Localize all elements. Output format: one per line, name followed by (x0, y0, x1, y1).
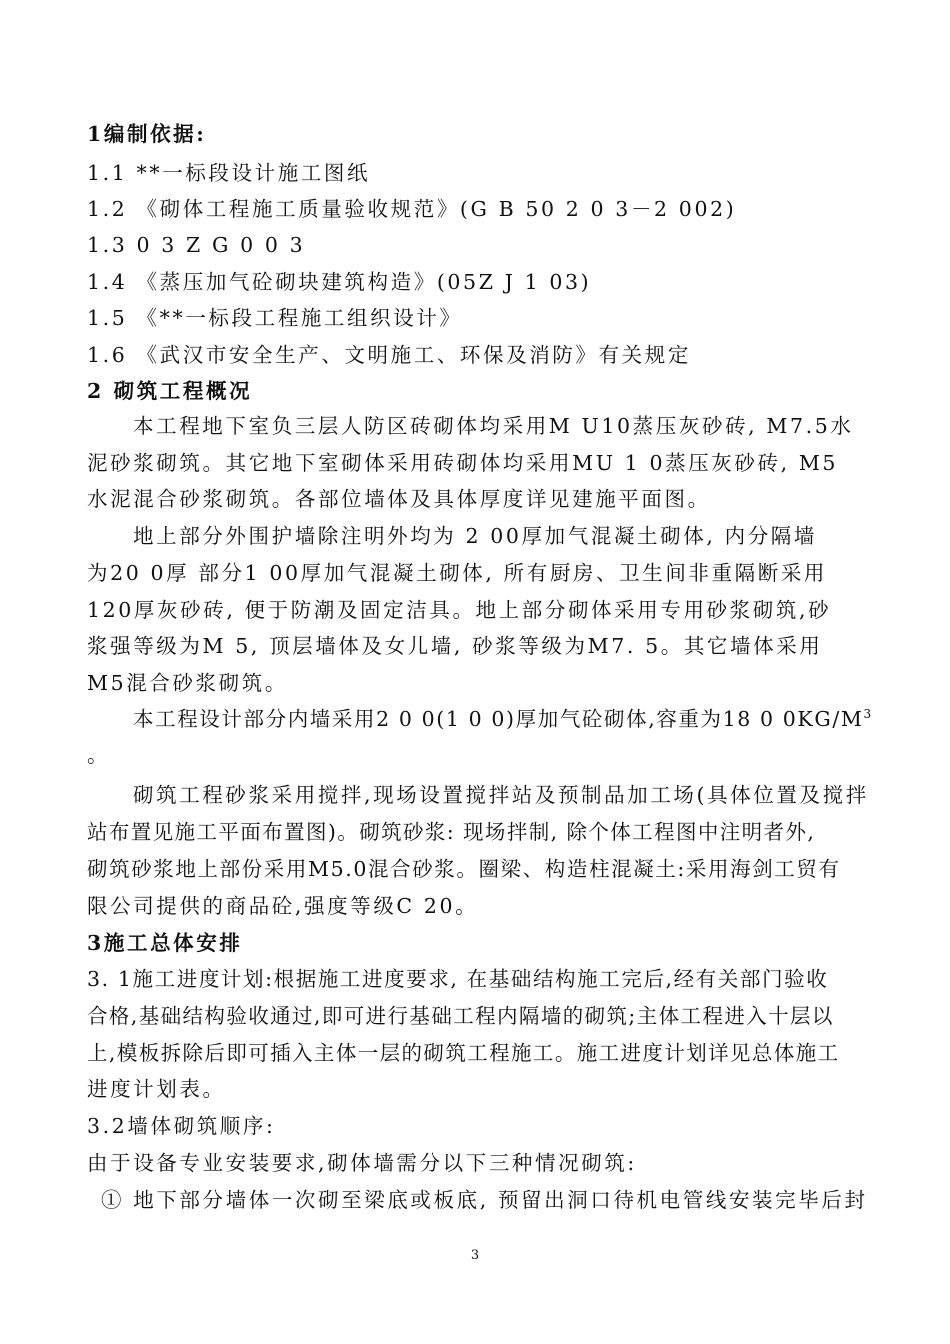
paragraph-line: 合格,基础结构验收通过,即可进行基础工程内隔墙的砌筑;主体工程进入十层以 (87, 1004, 834, 1028)
paragraph-line: 进度计划表。 (87, 1077, 226, 1101)
paragraph-line: 。 (87, 743, 111, 767)
reference-item: 1.1 **一标段设计施工图纸 (87, 161, 371, 185)
reference-item: 1.5 《**一标段工程施工组织设计》 (87, 306, 463, 330)
paragraph-line: 上,模板拆除后即可插入主体一层的砌筑工程施工。施工进度计划详见总体施工 (87, 1041, 840, 1065)
paragraph-line: 泥砂浆砌筑。其它地下室砌体采用砖砌体均采用MU 1 0蒸压灰砂砖, M5 (87, 451, 839, 475)
reference-item: 1.4 《蒸压加气砼砌块建筑构造》(05Z J 1 03) (87, 270, 592, 294)
reference-item: 1.6 《武汉市安全生产、文明施工、环保及消防》有关规定 (87, 343, 691, 367)
list-item: ① 地下部分墙体一次砌至梁底或板底, 预留出洞口待机电管线安装完毕后封 (101, 1188, 868, 1212)
paragraph-line: 由于设备专业安装要求,砌体墙需分以下三种情况砌筑: (87, 1151, 637, 1175)
paragraph-line: 浆强等级为M 5, 顶层墙体及女儿墙, 砂浆等级为M7. 5。其它墙体采用 (87, 634, 823, 658)
paragraph-line: 水泥混合砂浆砌筑。各部位墙体及具体厚度详见建施平面图。 (87, 487, 711, 511)
paragraph-line: 3. 1施工进度计划:根据施工进度要求, 在基础结构施工完后,经有关部门验收 (87, 967, 829, 991)
reference-item: 1.2 《砌体工程施工质量验收规范》(G B 50 2 0 3－2 002) (87, 197, 737, 221)
paragraph-line: 限公司提供的商品砼,强度等级C 20。 (87, 894, 479, 918)
reference-item: 1.3 0 3 Z G 0 0 3 (87, 233, 306, 257)
paragraph-line (133, 705, 873, 733)
superscript: 3 (863, 707, 873, 722)
section-2-heading: 2 砌筑工程概况 (87, 379, 253, 403)
paragraph-line: 为20 0厚 部分1 00厚加气混凝土砌体, 所有厨房、卫生间非重隔断采用 (87, 561, 828, 585)
section-3-heading: 3施工总体安排 (87, 931, 243, 955)
paragraph-line: 砌筑砂浆地上部份采用M5.0混合砂浆。圈梁、构造柱混凝土:采用海剑工贸有 (87, 857, 841, 881)
paragraph-line: 砌筑工程砂浆采用搅拌,现场设置搅拌站及预制品加工场(具体位置及搅拌 (133, 783, 869, 807)
page-number: 3 (470, 1248, 480, 1263)
paragraph-line: M5混合砂浆砌筑。 (87, 671, 288, 695)
density-text: 本工程设计部分内墙采用2 0 0(1 0 0)厚加气砼砌体,容重为18 0 0KG/M (133, 707, 864, 731)
paragraph-line: 站布置见施工平面布置图)。砌筑砂浆: 现场拌制, 除个体工程图中注明者外, (87, 820, 816, 844)
paragraph-line: 地上部分外围护墙除注明外均为 2 00厚加气混凝土砌体, 内分隔墙 (133, 524, 817, 548)
paragraph-line: 本工程地下室负三层人防区砖砌体均采用M U10蒸压灰砂砖, M7.5水 (133, 414, 854, 438)
subsection-heading: 3.2墙体砌筑顺序: (87, 1114, 276, 1138)
section-1-heading: 1编制依据: (87, 122, 207, 146)
paragraph-line: 120厚灰砂砖, 便于防潮及固定洁具。地上部分砌体采用专用砂浆砌筑,砂 (87, 598, 832, 622)
